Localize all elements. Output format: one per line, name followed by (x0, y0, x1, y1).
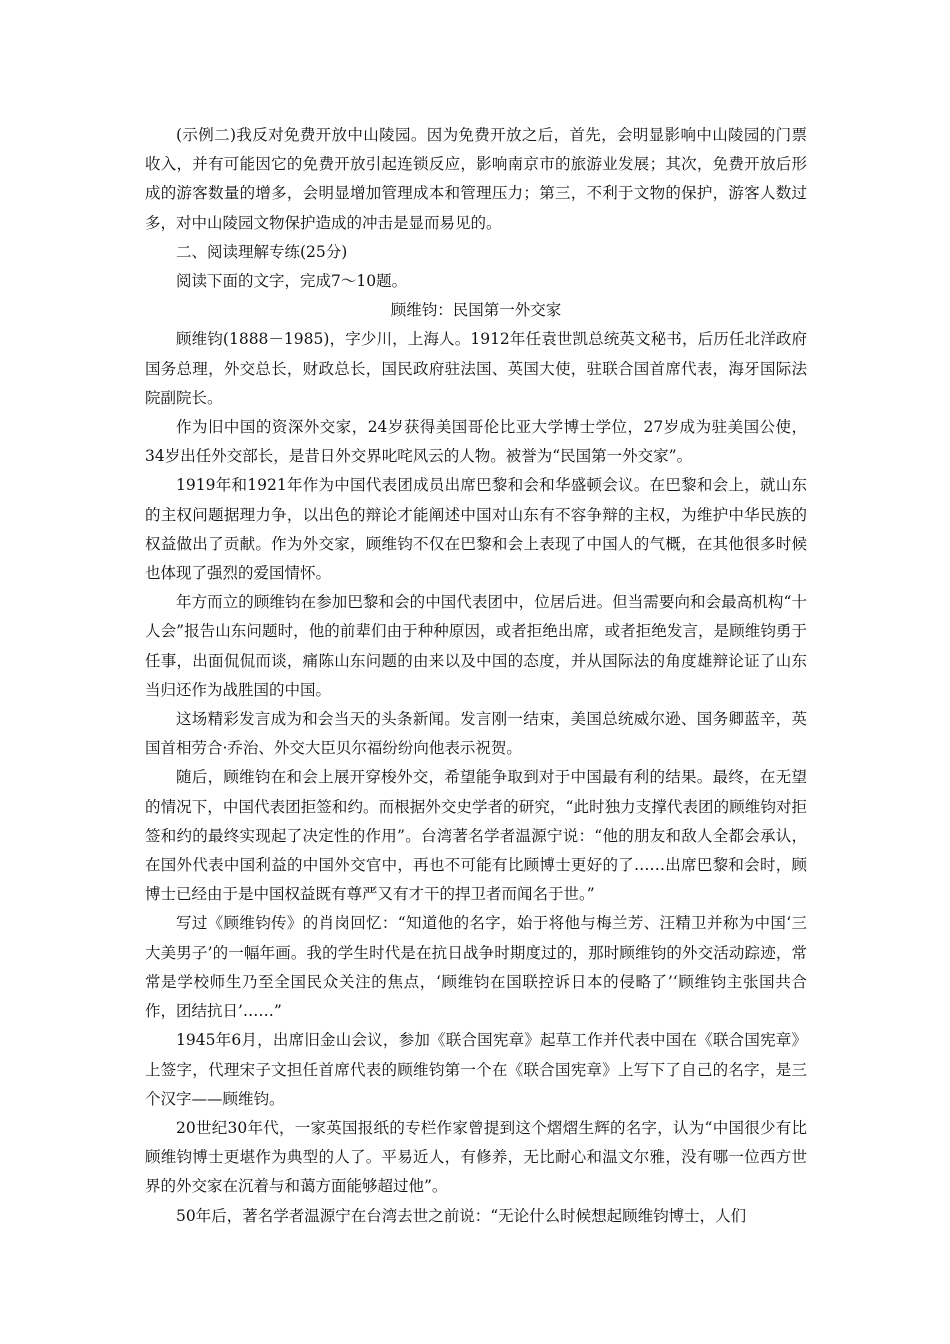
document-page (145, 121, 807, 1231)
article-paragraph: 1919年和1921年作为中国代表团成员出席巴黎和会和华盛顿会议。在巴黎和会上，就山东的主权问题据理力争，以出色的辩论才能阐述中国对山东有不容争辩的主权，为维护中华民族的权益做出了贡献。作为外交家，顾维钧不仅在巴黎和会上表现了中国人的气概，在其他很多时候也体现了强烈的爱国情怀。 (145, 476, 807, 583)
article-paragraph: 年方而立的顾维钧在参加巴黎和会的中国代表团中，位居后进。但当需要向和会最高机构“十人会”报告山东问题时，他的前辈们由于种种原因，或者拒绝出席，或者拒绝发言，是顾维钧勇于任事，出面侃侃而谈，痛陈山东问题的由来以及中国的态度，并从国际法的角度雄辩论证了山东当归还作为战胜国的中国。 (145, 593, 807, 699)
article-paragraph: 1945年6月，出席旧金山会议，参加《联合国宪章》起草工作并代表中国在《联合国宪章》上签字，代理宋子文担任首席代表的顾维钧第一个在《联合国宪章》上写下了自己的名字，是三个汉字——顾维钧。 (145, 1031, 807, 1108)
article-paragraph: 这场精彩发言成为和会当天的头条新闻。发言刚一结束，美国总统威尔逊、国务卿蓝辛，英国首相劳合·乔治、外交大臣贝尔福纷纷向他表示祝贺。 (145, 710, 807, 758)
article-paragraph: 50年后，著名学者温源宁在台湾去世之前说：“无论什么时候想起顾维钧博士，人们 (176, 1206, 747, 1225)
example-answer-paragraph: (示例二)我反对免费开放中山陵园。因为免费开放之后，首先，会明显影响中山陵园的门票收入，并有可能因它的免费开放引起连锁反应，影响南京市的旅游业发展；其次，免费开放后形成的游客数量的增多，会明显增加管理成本和管理压力；第三，不利于文物的保护，游客人数过多，对中山陵园文物保护造成的冲击是显而易见的。 (145, 126, 807, 232)
reading-instruction: 阅读下面的文字，完成7～10题。 (176, 272, 408, 291)
article-paragraph: 20世纪30年代，一家英国报纸的专栏作家曾提到这个熠熠生辉的名字，认为“中国很少有比顾维钧博士更堪作为典型的人了。平易近人，有修养，无比耐心和温文尔雅，没有哪一位西方世界的外交家在沉着与和蔼方面能够超过他”。 (145, 1118, 807, 1196)
article-paragraph: 顾维钧(1888－1985)，字少川，上海人。1912年任袁世凯总统英文秘书，后历任北洋政府国务总理，外交总长，财政总长，国民政府驻法国、英国大使，驻联合国首席代表，海牙国际法院副院长。 (145, 330, 807, 407)
article-paragraph: 写过《顾维钧传》的肖岗回忆：“知道他的名字，始于将他与梅兰芳、汪精卫并称为中国‘三大美男子’的一幅年画。我的学生时代是在抗日战争时期度过的，那时顾维钧的外交活动踪迹，常常是学校师生乃至全国民众关注的焦点，‘顾维钧在国联控诉日本的侵略了’‘顾维钧主张国共合作，团结抗日’……” (145, 914, 807, 1021)
article-paragraph: 作为旧中国的资深外交家，24岁获得美国哥伦比亚大学博士学位，27岁成为驻美国公使，34岁出任外交部长，是昔日外交界叱咤风云的人物。被誉为“民国第一外交家”。 (145, 418, 807, 466)
section-heading: 二、阅读理解专练(25分) (176, 242, 348, 261)
article-paragraph: 随后，顾维钧在和会上展开穿梭外交，希望能争取到对于中国最有利的结果。最终，在无望的情况下，中国代表团拒签和约。而根据外交史学者的研究，“此时独力支撑代表团的顾维钧对拒签和约的最终实现起了决定性的作用”。台湾著名学者温源宁说：“他的朋友和敌人全都会承认，在国外代表中国利益的中国外交官中，再也不可能有比顾博士更好的了……出席巴黎和会时，顾博士已经由于是中国权益既有尊严又有才干的捍卫者而闻名于世。” (145, 768, 807, 904)
article-title: 顾维钧：民国第一外交家 (390, 301, 562, 320)
